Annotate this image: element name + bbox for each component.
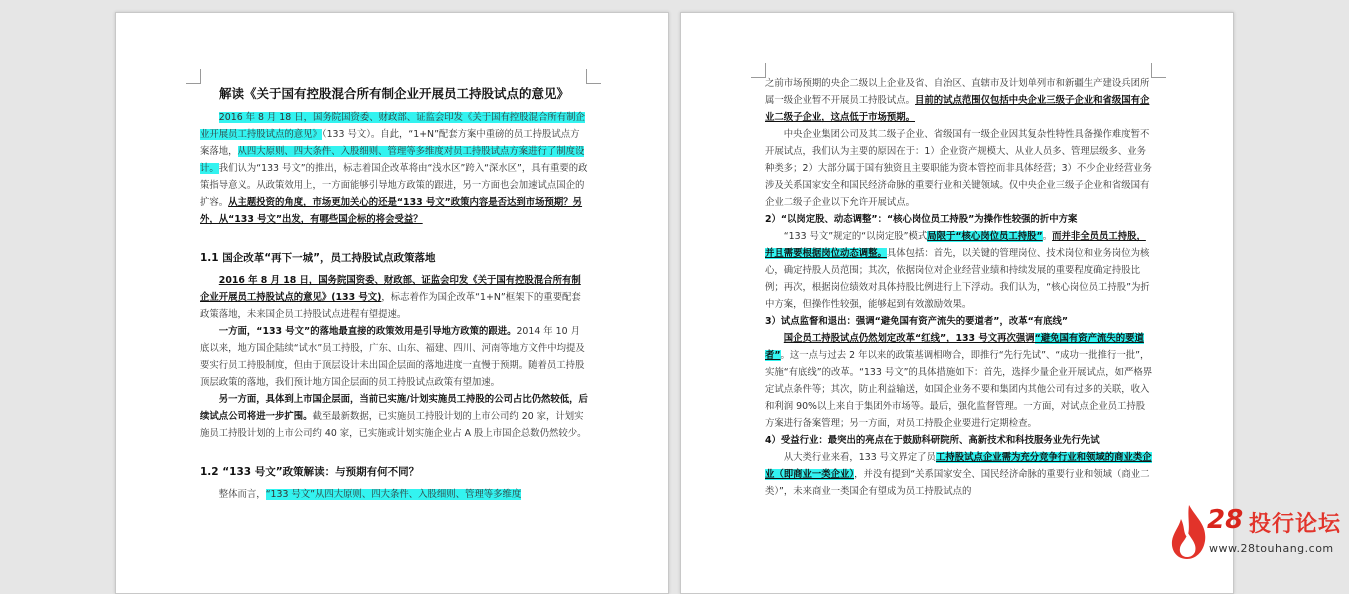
- watermark-name: 投行论坛: [1249, 512, 1342, 537]
- section-heading-1-1: 1.1 国企改革“再下一城”，员工持股试点政策落地: [200, 252, 436, 264]
- highlighted-text: 2016 年 8 月 18 日，国务院国资委、财政部、证监会印发《关于国有控股混合所有制企业开展员工持股试点的意见》: [200, 112, 585, 140]
- paragraph: “133 号文”规定的“以岗定股”模式局限于“核心岗位员工持股”。而并非全员员工持股，并且需要根据岗位动态调整。具体包括：首先，以关键的管理岗位、技术岗位和业务岗位为核心，确定持股人员范围；其次，依据岗位对企业经营业绩和持续发展的重要程度确定持股比例；再次，根据岗位绩效对具体持股比例进行上下浮动。我们认为，“核心岗位员工持股”为折中方案，但操作性较强，能够起到有效激励效果。: [765, 231, 1150, 310]
- paragraph: 之前市场预期的央企二级以上企业及省、自治区、直辖市及计划单列市和新疆生产建设兵团所属一级企业暂不开展员工持股试点。目前的试点范围仅包括中央企业三级子企业和省级国有企业二级子企业，这点低于市场预期。: [765, 78, 1150, 123]
- margin-corner-mark: [1151, 63, 1166, 78]
- highlighted-text: 局限于“核心岗位员工持股”: [927, 231, 1043, 242]
- margin-corner-mark: [186, 69, 201, 84]
- watermark-number: 28: [1207, 505, 1244, 535]
- paragraph: 2016 年 8 月 18 日，国务院国资委、财政部、证监会印发《关于国有控股混合所有制企业开展员工持股试点的意见》(133 号文)，标志着作为国企改革“1+N”框架下的重要配套政策落地，未来国企员工持股试点进程有望提速。: [200, 275, 581, 320]
- paragraph: 整体而言，“133 号文”从四大原则、四大条件、入股细则、管理等多维度: [218, 489, 522, 500]
- highlighted-text: 从四大原则、四大条件、入股细则、管理等多维度对员工持股试点方案进行了制度设计。: [200, 146, 585, 174]
- highlighted-text: “133 号文”从四大原则、四大条件、入股细则、管理等多维度: [265, 489, 522, 500]
- paragraph: 国企员工持股试点仍然划定改革“红线”，133 号文再次强调“避免国有资产流失的要道者”。这一点与过去 2 年以来的政策基调相吻合，即推行“先行先试”、“成功一批推行一批”，实施“有底线”的改革。“133 号文”的具体措施如下：首先，选择少量企业开展试点，如严格界定试点条件等；其次，防止利益输送，如国企业务不要和集团内其他公司有过多的关联，收入和利润 90%以上来自于集团外市场等。最后，强化监督管理。一方面，对试点企业员工持股方案进行备案管理；另一方面，对员工持股企业要进行定期检查。: [765, 333, 1153, 429]
- highlighted-text: 并且需要根据岗位动态调整。: [765, 248, 887, 259]
- document-page-left[interactable]: [115, 12, 669, 594]
- bold-text: 一方面，“133 号文”的落地最直接的政策效用是引导地方政策的跟进。: [218, 326, 517, 337]
- highlighted-text: “避免国有资产流失的要道者”: [765, 333, 1144, 361]
- section-heading-1-2: 1.2 “133 号文”政策解读：与预期有何不同？: [200, 466, 420, 478]
- bold-text: 另一方面，具体到上市国企层面，当前已实施/计划实施员工持股的公司占比仍然较低，后续试点公司将进一步扩围。: [200, 394, 588, 422]
- bold-underlined-text: 国企员工持股试点仍然划定改革“红线”，133 号文再次强调: [783, 333, 1035, 344]
- paragraph: 一方面，“133 号文”的落地最直接的政策效用是引导地方政策的跟进。2014 年 10 月底以来，地方国企陆续“试水”员工持股，广东、山东、福建、四川、河南等地方文件中均提及要实行员工持股制度，但由于顶层设计未出国企层面的落地进度一直慢于预期。随着员工持股顶层政策的落地，我们预计地方国企层面的员工持股试点政策有望加速。: [200, 326, 585, 388]
- bold-underlined-text: 目前的试点范围仅包括中央企业三级子企业和省级国有企业二级子企业，这点低于市场预期。: [765, 95, 1150, 123]
- blank-line: [200, 442, 588, 458]
- subheading-3: 3）试点监督和退出：强调“避免国有资产流失的要道者”，改革“有底线”: [765, 316, 1069, 327]
- highlighted-text: 工持股试点企业需为充分竞争行业和领域的商业类企业（即商业一类企业）: [765, 452, 1152, 480]
- subheading-4: 4）受益行业：最突出的亮点在于鼓励科研院所、高新技术和科技服务业先行先试: [765, 435, 1100, 446]
- paragraph: 另一方面，具体到上市国企层面，当前已实施/计划实施员工持股的公司占比仍然较低，后续试点公司将进一步扩围。截至最新数据，已实施员工持股计划的上市公司约 20 家，计划实施员工持股计划的上市公司约 40 家，已实施或计划实施企业占 A 股上市国企总数仍然较少。: [200, 394, 588, 439]
- paragraph: 从大类行业来看，133 号文界定了员工持股试点企业需为充分竞争行业和领域的商业类企业（即商业一类企业），并没有提到“关系国家安全、国民经济命脉的重要行业和领域（商业二类）”，未来商业一类国企有望成为员工持股试点的: [765, 452, 1152, 497]
- paragraph-intro: 2016 年 8 月 18 日，国务院国资委、财政部、证监会印发《关于国有控股混合所有制企业开展员工持股试点的意见》（133 号文）。自此，“1+N”配套方案中重磅的员工持股试点方案落地，从四大原则、四大条件、入股细则、管理等多维度对员工持股试点方案进行了制度设计。我们认为“133 号文”的推出，标志着国企改革将由“浅水区”跨入“深水区”，具有重要的政策指导意义。从政策效用上，一方面能够引导地方政策的跟进，另一方面也会加速试点国企的扩容。从主题投资的角度，市场更加关心的还是“133 号文”政策内容是否达到市场预期？另外，从“133 号文”出发，有哪些国企标的将会受益？: [200, 112, 588, 225]
- bold-underlined-text: 2016 年 8 月 18 日，国务院国资委、财政部、证监会印发《关于国有控股混合所有制企业开展员工持股试点的意见》(133 号文): [200, 275, 581, 303]
- bold-underlined-text: 从主题投资的角度，市场更加关心的还是“133 号文”政策内容是否达到市场预期？另外，从“133 号文”出发，有哪些国企标的将会受益？: [200, 197, 583, 225]
- margin-corner-mark: [751, 63, 766, 78]
- blank-line: [200, 228, 588, 244]
- paragraph: 中央企业集团公司及其二级子企业、省级国有一级企业因其复杂性特性具备操作难度暂不开展试点，我们认为主要的原因在于：1）企业资产规模大、从业人员多、管理层级多、业务种类多；2）大部分属于国有独资且主要职能为资本管控而非具体经营；3）不少企业经营业务涉及关系国家安全和国民经济命脉的重要行业和关键领域。仅中央企业三级子企业和省级国有企业二级子企业以下允许开展试点。: [765, 129, 1152, 208]
- flame-logo-icon: [1169, 503, 1209, 561]
- document-page-right[interactable]: [680, 12, 1234, 594]
- subheading-2: 2）“以岗定股、动态调整”：“核心岗位员工持股”为操作性较强的折中方案: [765, 214, 1078, 225]
- site-watermark: [1169, 503, 1341, 565]
- watermark-url: www.28touhang.com: [1209, 542, 1334, 555]
- margin-corner-mark: [586, 69, 601, 84]
- page-content[interactable]: [765, 75, 1153, 500]
- page-content[interactable]: [200, 83, 588, 503]
- bold-underlined-text: 而并非全员员工持股，: [1052, 231, 1146, 242]
- document-title: 解读《关于国有控股混合所有制企业开展员工持股试点的意见》: [218, 86, 569, 101]
